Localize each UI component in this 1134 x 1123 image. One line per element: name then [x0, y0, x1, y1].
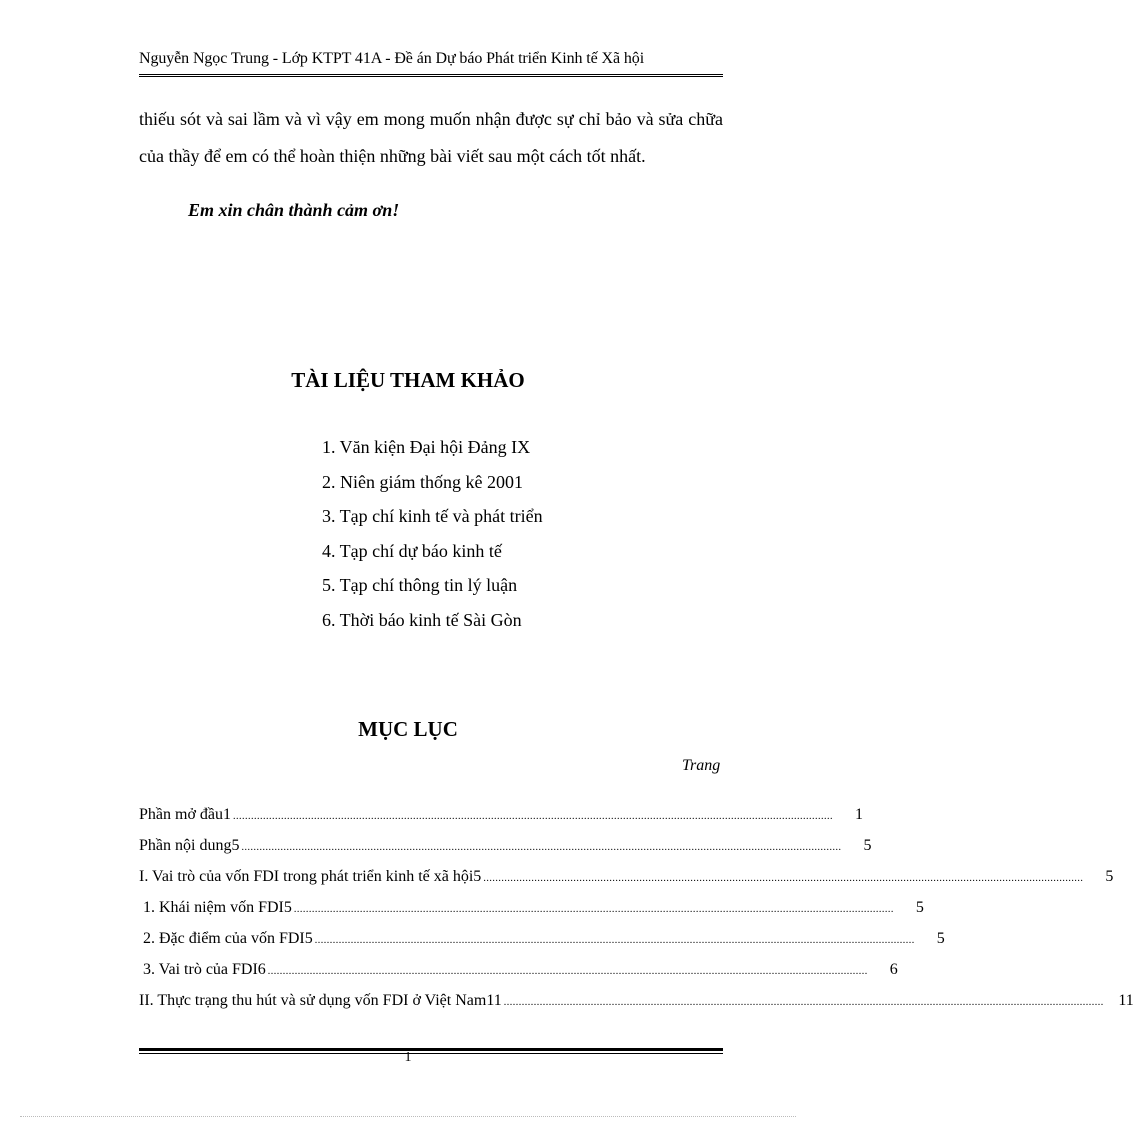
toc-entry-page: 5 — [915, 899, 924, 916]
toc-entry-label: Phần mở đầu1 — [139, 806, 232, 823]
toc-entry[interactable] — [139, 837, 872, 868]
toc-entry[interactable] — [139, 899, 924, 930]
toc-entry-label: 2. Đặc điểm của vốn FDI5 — [139, 930, 313, 947]
reference-item: 3. Tạp chí kinh tế và phát triển — [322, 506, 543, 526]
toc-entry[interactable] — [139, 961, 898, 992]
toc-entry[interactable] — [139, 992, 1134, 1023]
toc-entry-label: I. Vai trò của vốn FDI trong phát triển kinh tế xã hội5 — [139, 868, 482, 885]
reference-item: 1. Văn kiện Đại hội Đảng IX — [322, 437, 531, 457]
reference-item: 2. Niên giám thống kê 2001 — [322, 471, 523, 492]
toc-leader-dots: ........................................................................................................................................................................................................ — [483, 873, 1084, 884]
toc-entry[interactable] — [139, 930, 945, 961]
toc-entry-page: 5 — [1105, 868, 1114, 885]
toc-leader-dots: ........................................................................................................................................................................................................ — [267, 966, 868, 977]
reference-item: 5. Tạp chí thông tin lý luận — [322, 575, 518, 595]
toc-title: MỤC LỤC — [358, 717, 458, 741]
toc-entry-page: 11 — [1118, 992, 1134, 1009]
body-paragraph: thiếu sót và sai lầm và vì vậy em mong muốn nhận được sự chỉ bảo và sửa chữa của thầy để em có thể hoàn thiện những bài viết sau một cách tốt nhất. — [139, 109, 723, 166]
reference-item: 6. Thời báo kinh tế Sài Gòn — [322, 609, 522, 630]
toc-entry-label: 3. Vai trò của FDI6 — [139, 961, 266, 978]
running-header: Nguyễn Ngọc Trung - Lớp KTPT 41A - Đề án Dự báo Phát triển Kinh tế Xã hội — [139, 50, 645, 67]
thanks-line: Em xin chân thành cảm ơn! — [188, 200, 400, 220]
references-title: TÀI LIỆU THAM KHẢO — [291, 368, 525, 392]
toc-leader-dots: ........................................................................................................................................................................................................ — [503, 997, 1104, 1008]
toc-leader-dots: ........................................................................................................................................................................................................ — [241, 842, 842, 853]
references-list — [322, 432, 543, 639]
reference-item: 4. Tạp chí dự báo kinh tế — [322, 540, 502, 561]
toc-leader-dots: ........................................................................................................................................................................................................ — [233, 811, 834, 822]
toc-entry-label: II. Thực trạng thu hút và sử dụng vốn FDI ở Việt Nam11 — [139, 992, 502, 1009]
toc-entry-page: 1 — [855, 806, 864, 823]
table-of-contents — [139, 806, 1134, 1023]
toc-entry[interactable] — [139, 806, 864, 837]
toc-page-column-header: Trang — [682, 757, 721, 774]
toc-leader-dots: ........................................................................................................................................................................................................ — [314, 935, 915, 946]
toc-entry-page: 6 — [889, 961, 898, 978]
toc-entry-label: Phần nội dung5 — [139, 837, 240, 854]
toc-entry-label: 1. Khái niệm vốn FDI5 — [139, 899, 292, 916]
header-rule — [139, 74, 723, 77]
toc-entry[interactable] — [139, 868, 1114, 899]
toc-leader-dots: ........................................................................................................................................................................................................ — [293, 904, 894, 915]
toc-entry-page: 5 — [936, 930, 945, 947]
page-bottom-edge — [20, 1116, 796, 1117]
toc-entry-page: 5 — [863, 837, 872, 854]
page-number: 1 — [404, 1050, 412, 1065]
